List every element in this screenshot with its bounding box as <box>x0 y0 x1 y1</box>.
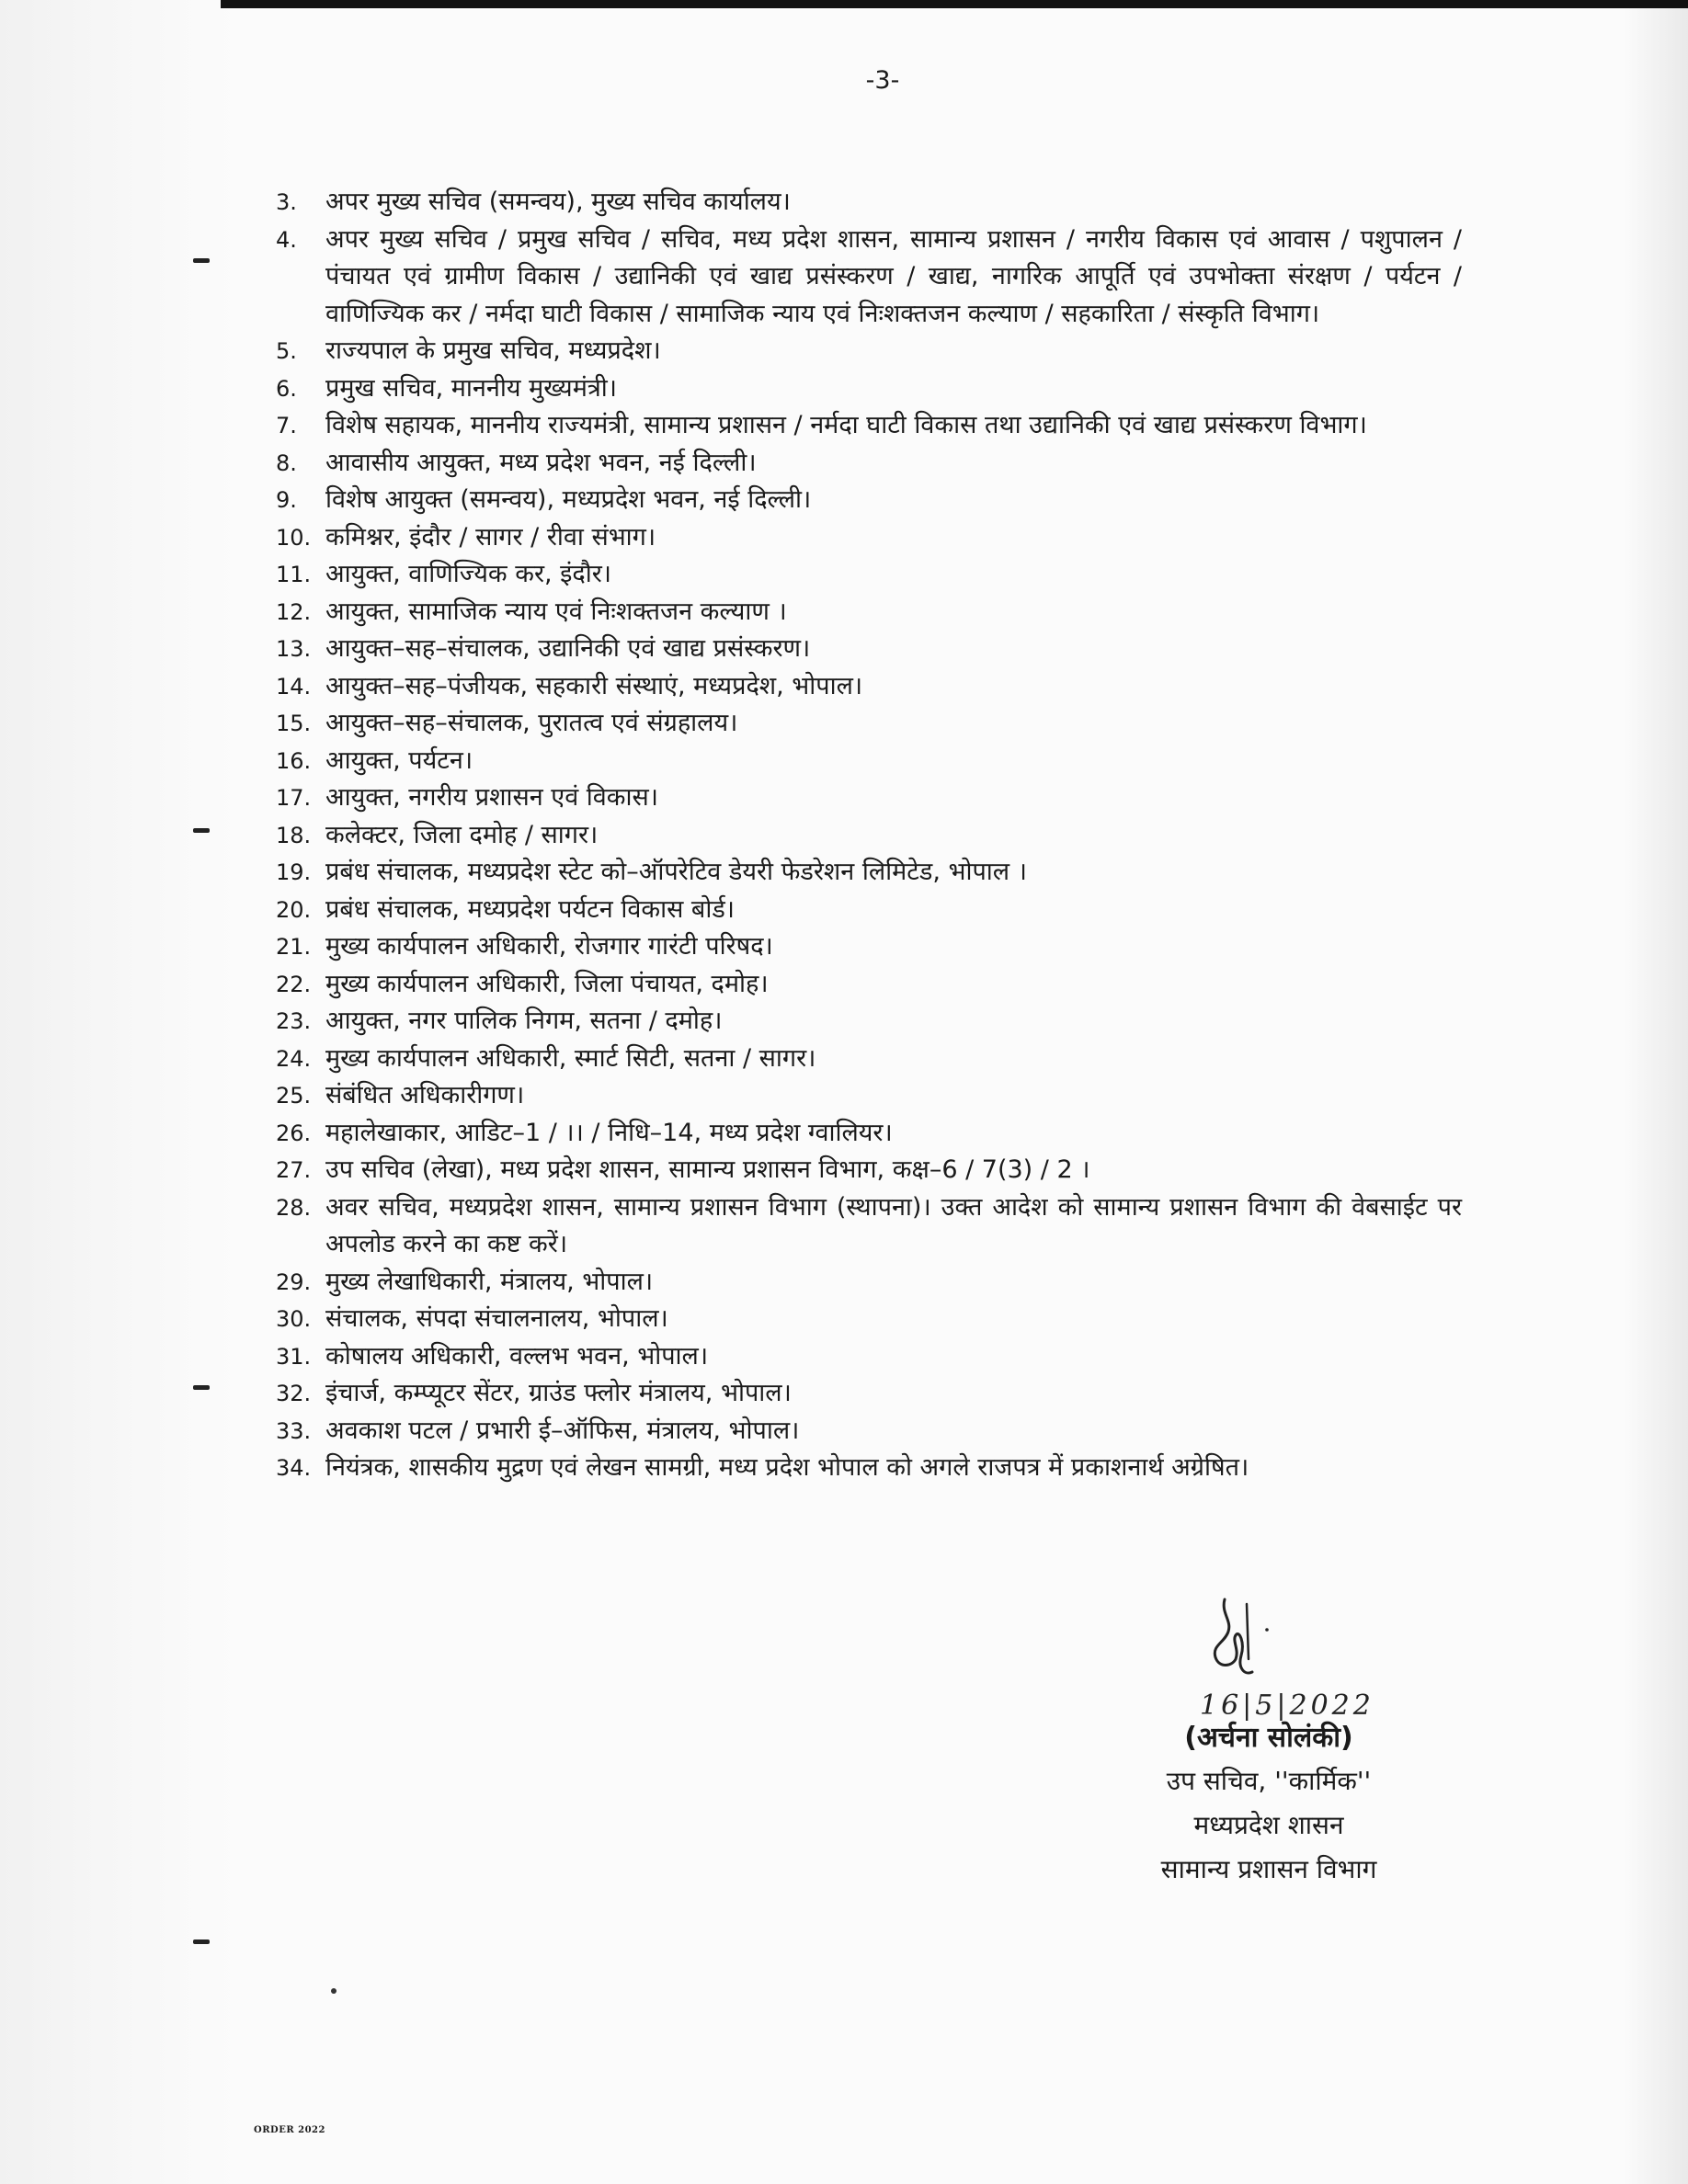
list-item <box>276 966 1462 1004</box>
list-item-number: 32. <box>276 1381 312 1406</box>
list-item <box>276 1413 1462 1450</box>
distribution-list <box>276 184 1462 1487</box>
list-item-text: संबंधित अधिकारीगण। <box>325 1081 525 1109</box>
list-item-number: 17. <box>276 785 312 811</box>
signatory-name: (अर्चना सोलंकी) <box>1184 1722 1353 1754</box>
footer-code: ORDER 2022 <box>254 2125 325 2135</box>
list-item <box>276 370 1462 408</box>
list-item-text: आयुक्त, नगर पालिक निगम, सतना / दमोह। <box>325 1007 723 1035</box>
list-item <box>276 445 1462 483</box>
list-item <box>276 1152 1462 1189</box>
list-item-number: 3. <box>276 189 297 215</box>
list-item <box>276 928 1462 966</box>
list-item-text: संचालक, संपदा संचालनालय, भोपाल। <box>325 1304 668 1333</box>
list-item <box>276 631 1462 668</box>
list-item-text: मुख्य कार्यपालन अधिकारी, स्मार्ट सिटी, सतना / सागर। <box>325 1043 816 1073</box>
list-item <box>276 1115 1462 1153</box>
signatory-government: मध्यप्रदेश शासन <box>1193 1810 1344 1840</box>
margin-mark <box>193 258 210 263</box>
list-item <box>276 594 1462 631</box>
list-item-number: 22. <box>276 971 312 997</box>
list-item-text: प्रबंध संचालक, मध्यप्रदेश स्टेट को–ऑपरेटिव डेयरी फेडरेशन लिमिटेड, भोपाल । <box>325 858 1027 886</box>
page-number: -3- <box>865 66 900 95</box>
list-item-text: महालेखाकार, आडिट–1 / ।। / निधि–14, मध्य प्रदेश ग्वालियर। <box>325 1118 893 1147</box>
list-item <box>276 1338 1462 1376</box>
list-item-text: राज्यपाल के प्रमुख सचिव, मध्यप्रदेश। <box>325 336 661 365</box>
margin-mark <box>193 1385 210 1390</box>
list-item-number: 23. <box>276 1008 312 1034</box>
list-item-text: उप सचिव (लेखा), मध्य प्रदेश शासन, सामान्य प्रशासन विभाग, कक्ष–6 / 7(3) / 2 । <box>325 1155 1090 1184</box>
list-item <box>276 892 1462 929</box>
list-item <box>276 333 1462 370</box>
list-item <box>276 482 1462 519</box>
list-item-number: 21. <box>276 934 312 960</box>
list-item-number: 29. <box>276 1268 312 1295</box>
margin-mark <box>193 828 210 833</box>
list-item-number: 25. <box>276 1083 312 1109</box>
list-item <box>276 779 1462 817</box>
list-item <box>276 1264 1462 1302</box>
list-item-text: अवकाश पटल / प्रभारी ई–ऑफिस, मंत्रालय, भोपाल। <box>325 1416 800 1445</box>
list-item-text: अपर मुख्य सचिव / प्रमुख सचिव / सचिव, मध्य प्रदेश शासन, सामान्य प्रशासन / नगरीय विकास एवं आवास / पशुपालन / पंचायत एवं ग्रामीण विकास / उद्यानिकी एवं खाद्य प्रसंस्करण / खाद्य, नागरिक आपूर्ति एवं उपभोक्ता संरक्षण / पर्यटन / वाणिज्यिक कर / नर्मदा घाटी विकास / सामाजिक न्याय एवं निःशक्तजन कल्याण / सहकारिता / संस्कृति विभाग। <box>325 224 1462 328</box>
list-item-text: नियंत्रक, शासकीय मुद्रण एवं लेखन सामग्री, मध्य प्रदेश भोपाल को अगले राजपत्र में प्रकाशनार्थ अग्रेषित। <box>325 1453 1249 1482</box>
list-item-text: आयुक्त–सह–संचालक, पुरातत्व एवं संग्रहालय। <box>325 709 738 737</box>
list-item-text: कलेक्टर, जिला दमोह / सागर। <box>325 820 599 849</box>
list-item-number: 11. <box>276 562 312 587</box>
list-item-number: 13. <box>276 636 312 662</box>
list-item <box>276 519 1462 557</box>
list-item-text: कमिश्नर, इंदौर / सागर / रीवा संभाग। <box>325 522 656 552</box>
list-item-number: 28. <box>276 1194 312 1221</box>
list-item-number: 24. <box>276 1045 312 1072</box>
list-item-text: अपर मुख्य सचिव (समन्वय), मुख्य सचिव कार्यालय। <box>325 188 791 216</box>
signature-date: 16|5|2022 <box>1200 1689 1374 1722</box>
list-item-number: 4. <box>276 226 297 253</box>
margin-dot <box>331 1988 336 1994</box>
signatory-designation: उप सचिव, ''कार्मिक'' <box>1166 1766 1372 1796</box>
list-item-text: आयुक्त, नगरीय प्रशासन एवं विकास। <box>325 783 659 812</box>
list-item <box>276 1301 1462 1338</box>
scan-shadow-right <box>1624 0 1688 2184</box>
list-item-text: आयुक्त, पर्यटन। <box>325 745 473 775</box>
list-item <box>276 1003 1462 1041</box>
list-item <box>276 817 1462 855</box>
list-item <box>276 1450 1462 1487</box>
list-item-text: आयुक्त–सह–संचालक, उद्यानिकी एवं खाद्य प्रसंस्करण। <box>325 634 811 663</box>
scan-edge-top <box>221 0 1688 8</box>
list-item <box>276 705 1462 743</box>
list-item-number: 18. <box>276 822 312 848</box>
list-item-text: आयुक्त, वाणिज्यिक कर, इंदौर। <box>325 560 612 588</box>
list-item-number: 34. <box>276 1455 312 1481</box>
list-item-text: आयुक्त–सह–पंजीयक, सहकारी संस्थाएं, मध्यप्रदेश, भोपाल। <box>325 671 863 700</box>
list-item <box>276 1077 1462 1115</box>
list-item-number: 31. <box>276 1343 312 1370</box>
list-item-text: विशेष आयुक्त (समन्वय), मध्यप्रदेश भवन, नई दिल्ली। <box>325 485 812 514</box>
list-item-text: आयुक्त, सामाजिक न्याय एवं निःशक्तजन कल्याण । <box>325 597 787 626</box>
list-item <box>276 222 1462 334</box>
list-item <box>276 1041 1462 1078</box>
list-item-number: 15. <box>276 711 312 736</box>
list-item-number: 14. <box>276 673 312 700</box>
list-item-number: 6. <box>276 375 297 402</box>
list-item <box>276 1189 1462 1264</box>
list-item-number: 20. <box>276 896 312 923</box>
list-item-text: कोषालय अधिकारी, वल्लभ भवन, भोपाल। <box>325 1341 709 1371</box>
list-item <box>276 407 1462 445</box>
list-item-text: मुख्य कार्यपालन अधिकारी, रोजगार गारंटी परिषद। <box>325 932 773 961</box>
list-item-number: 5. <box>276 338 297 364</box>
list-item-number: 27. <box>276 1157 312 1183</box>
list-item-text: इंचार्ज, कम्प्यूटर सेंटर, ग्राउंड फ्लोर मंत्रालय, भोपाल। <box>325 1379 792 1407</box>
list-item-number: 7. <box>276 413 297 438</box>
list-item-number: 30. <box>276 1306 312 1332</box>
handwritten-signature <box>1204 1595 1269 1682</box>
list-item-text: आवासीय आयुक्त, मध्य प्रदेश भवन, नई दिल्ली। <box>325 448 757 477</box>
list-item-number: 19. <box>276 859 312 885</box>
list-item-text: प्रबंध संचालक, मध्यप्रदेश पर्यटन विकास बोर्ड। <box>325 894 735 924</box>
scan-shadow-left <box>0 0 239 2184</box>
signatory-department: सामान्य प्रशासन विभाग <box>1160 1854 1377 1884</box>
list-item <box>276 184 1462 222</box>
list-item <box>276 854 1462 892</box>
list-item-text: अवर सचिव, मध्यप्रदेश शासन, सामान्य प्रशासन विभाग (स्थापना)। उक्त आदेश को सामान्य प्रशासन विभाग की वेबसाईट पर अपलोड करने का कष्ट करें। <box>325 1192 1462 1258</box>
list-item-number: 10. <box>276 524 312 551</box>
margin-mark <box>193 1939 210 1944</box>
list-item <box>276 743 1462 780</box>
list-item-text: मुख्य कार्यपालन अधिकारी, जिला पंचायत, दमोह। <box>325 969 769 998</box>
list-item <box>276 668 1462 706</box>
list-item <box>276 556 1462 594</box>
list-item-number: 8. <box>276 449 297 476</box>
signature-block <box>1057 1717 1480 1892</box>
list-item-text: मुख्य लेखाधिकारी, मंत्रालय, भोपाल। <box>325 1267 654 1296</box>
list-item-number: 26. <box>276 1120 312 1146</box>
list-item-number: 33. <box>276 1417 312 1444</box>
list-item-number: 16. <box>276 747 312 774</box>
list-item-text: प्रमुख सचिव, माननीय मुख्यमंत्री। <box>325 373 617 403</box>
list-item <box>276 1375 1462 1413</box>
list-item-text: विशेष सहायक, माननीय राज्यमंत्री, सामान्य प्रशासन / नर्मदा घाटी विकास तथा उद्यानिकी एवं खाद्य प्रसंस्करण विभाग। <box>325 411 1367 439</box>
list-item-number: 12. <box>276 598 312 625</box>
list-item-number: 9. <box>276 487 297 513</box>
